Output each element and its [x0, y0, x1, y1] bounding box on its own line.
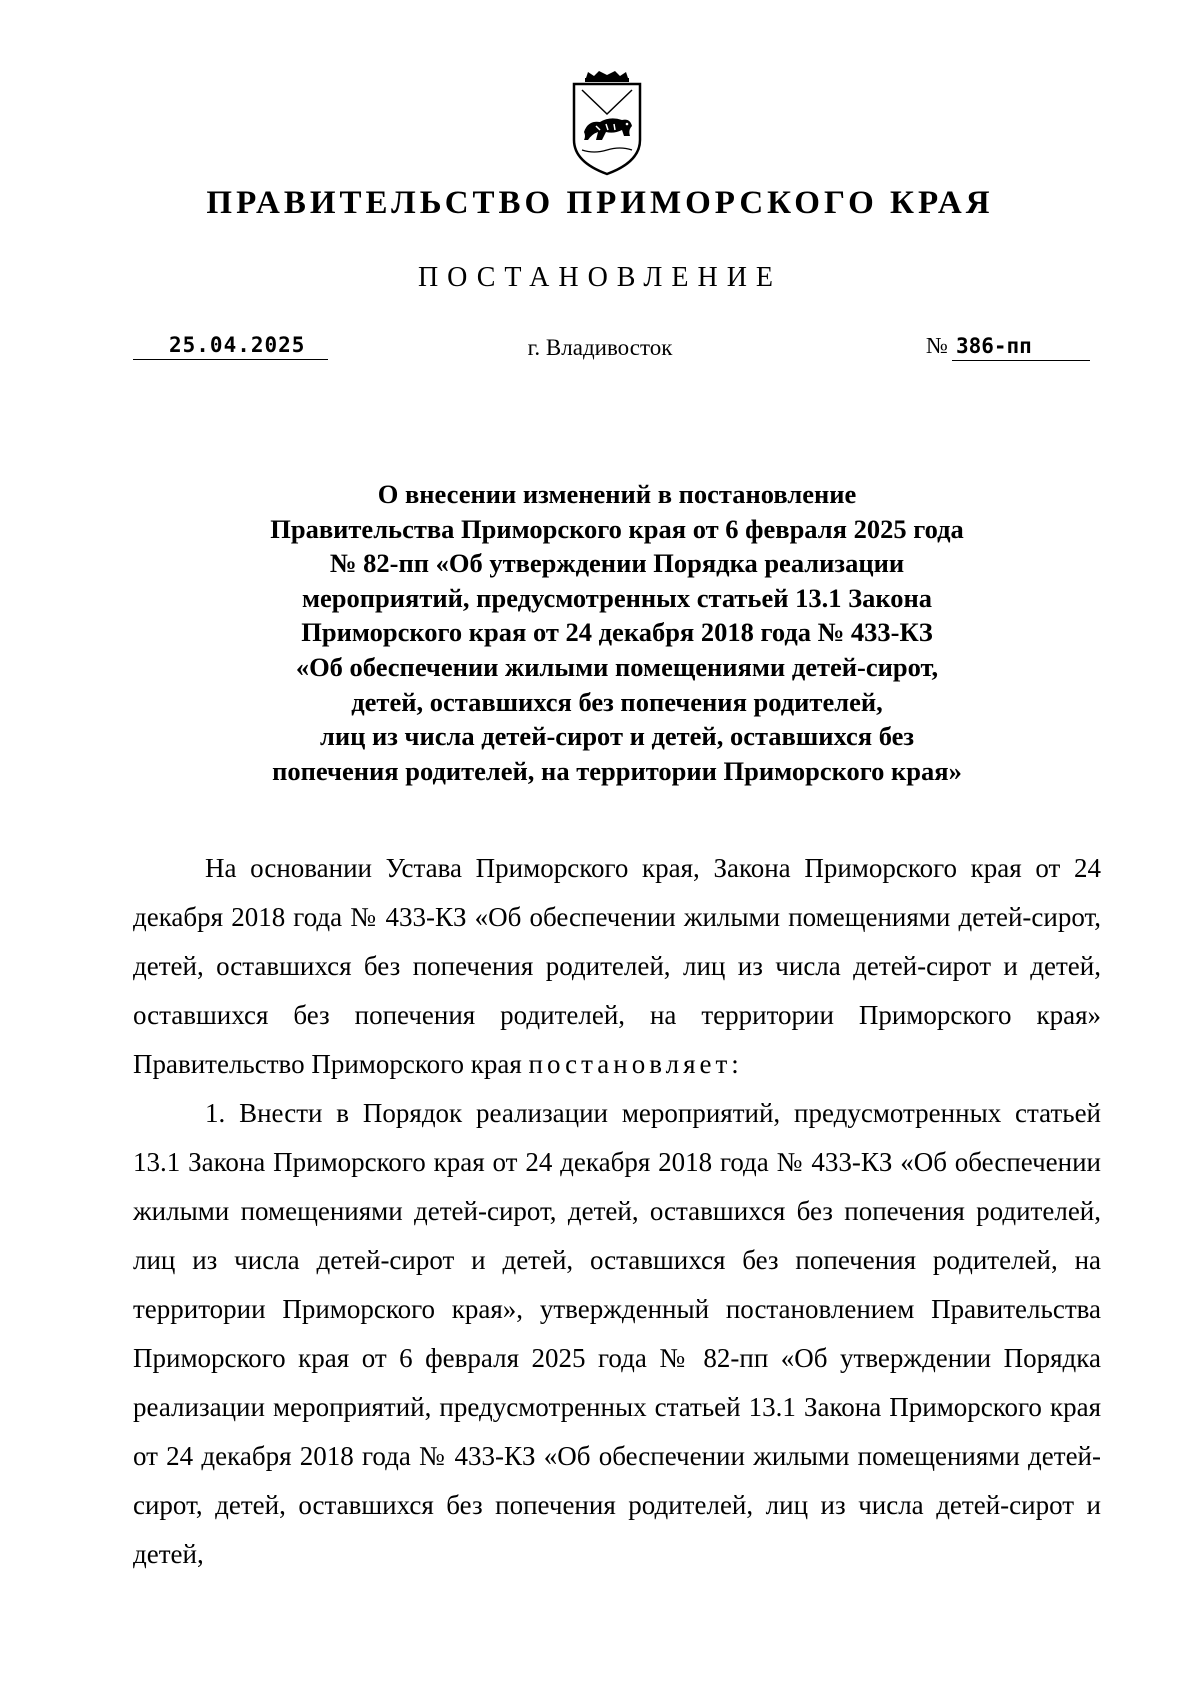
item-1-paragraph: 1. Внести в Порядок реализации мероприятий, предусмотренных статьей 13.1 Закона Приморского края от 24 декабря 2018 года № 433-КЗ «Об обеспечении жилыми помещениями детей-сирот, детей, оставшихся без попечения родителей, лиц из числа детей-сирот и детей, оставшихся без попечения родителей, на территории Приморского края», утвержденный постановлением Правительства Приморского края от 6 февраля 2025 года № 82-пп «Об утверждении Порядка реализации мероприятий, предусмотренных статьей 13.1 Закона Приморского края от 24 декабря 2018 года № 433-КЗ «Об обеспечении жилыми помещениями детей-сирот, детей, оставшихся без попечения родителей, лиц из числа детей-сирот и детей, [133, 1098, 1101, 1569]
preamble-paragraph [133, 844, 1101, 1089]
heading-line: мероприятий, предусмотренных статьей 13.1 Закона [301, 582, 933, 613]
document-body [133, 844, 1101, 1579]
heading-line: О внесении изменений в постановление [377, 479, 857, 509]
primorsky-krai-coat-of-arms-icon [566, 70, 648, 180]
heading-line: лиц из числа детей-сирот и детей, оставшихся без [319, 721, 915, 752]
document-city: г. Владивосток [527, 335, 673, 360]
preamble-text: На основании Устава Приморского края, Закона Приморского края от 24 декабря 2018 года № 433-КЗ «Об обеспечении жилыми помещениями детей-сирот, детей, оставшихся без попечения родителей, лиц из числа детей-сирот и детей, оставшихся без попечения родителей, на территории Приморского края» Правительство Приморского края [133, 853, 1101, 1079]
heading-line: детей, оставшихся без попечения родителей, [351, 686, 883, 717]
document-date: 25.04.2025 [169, 333, 306, 357]
document-number: 386-пп [955, 334, 1032, 358]
document-heading [133, 477, 1101, 788]
document-type: ПОСТАНОВЛЕНИЕ [417, 262, 783, 293]
heading-line: Приморского края от 24 декабря 2018 года № 433-КЗ [301, 617, 933, 648]
heading-line: Правительства Приморского края от 6 февраля 2025 года [270, 513, 964, 544]
organization-title: ПРАВИТЕЛЬСТВО ПРИМОРСКОГО КРАЯ [206, 185, 994, 221]
document-number-field [926, 333, 1101, 361]
heading-line: «Об обеспечении жилыми помещениями детей-сирот, [295, 651, 939, 682]
resolves-word: постановляет: [528, 1049, 743, 1079]
heading-line: попечения родителей, на территории Приморского края» [272, 755, 962, 786]
heading-line: № 82-пп «Об утверждении Порядка реализации [329, 548, 905, 579]
number-prefix: № [926, 333, 948, 358]
number-underline [952, 334, 1090, 361]
